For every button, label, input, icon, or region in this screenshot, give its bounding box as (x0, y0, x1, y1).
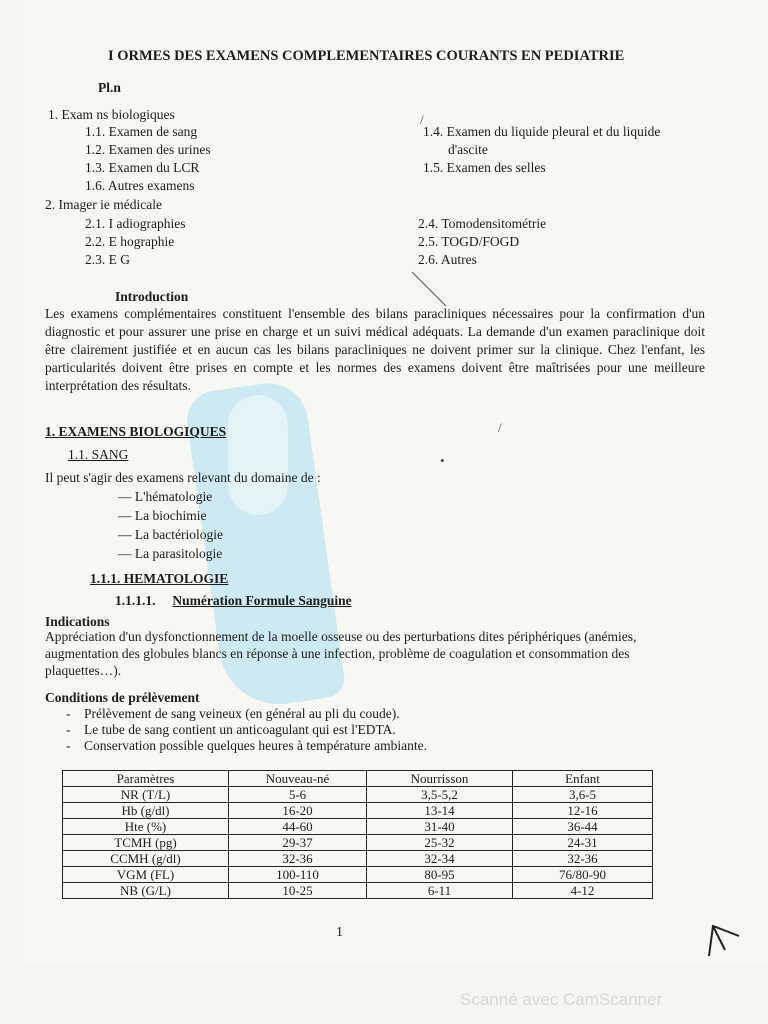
plan-label: Pl.n (98, 80, 121, 95)
plan-item: 1.4. Examen du liquide pleural et du liquide (423, 124, 661, 139)
table-cell: 32-36 (513, 851, 653, 867)
table-row (63, 819, 653, 835)
plan-item: 2.3. E G (85, 252, 130, 267)
table-row (63, 835, 653, 851)
table-cell: Hte (%) (63, 819, 229, 835)
domain-item: — L'hématologie (118, 489, 213, 504)
pen-mark: • (440, 453, 445, 468)
plan-item: 1.2. Examen des urines (85, 142, 211, 157)
intro-paragraph: Les examens complémentaires constituent l'ensemble des bilans paracliniques nécessaires pour la confirmation d'un diagnostic et pour assurer une prise en charge et un suivi médical adéquats. La demande d'un examen paraclinique doit être clairement justifiée et en aucun cas les bilans paracliniques ne doivent primer sur la clinique. Chez l'enfant, les particularités doivent être prises en compte et les normes des examens doivent être maîtrisées pour une meilleure interprétation des résultats. (45, 306, 705, 393)
table-row (63, 787, 653, 803)
table-cell: 4-12 (513, 883, 653, 899)
table-cell: CCMH (g/dl) (63, 851, 229, 867)
plan-item: 1.3. Examen du LCR (85, 160, 200, 175)
domain-item: — La bactériologie (118, 527, 223, 542)
table-cell: NR (T/L) (63, 787, 229, 803)
table-cell: 36-44 (513, 819, 653, 835)
domain-item: — La parasitologie (118, 546, 223, 561)
plan-item-cont: d'ascite (448, 142, 488, 157)
table-cell: 24-31 (513, 835, 653, 851)
table-cell: 76/80-90 (513, 867, 653, 883)
page-corner-mark (705, 920, 745, 960)
ink-stain-light (228, 395, 288, 515)
table-cell: 3,6-5 (513, 787, 653, 803)
table-cell: 32-36 (229, 851, 367, 867)
section-heading-text: 1. EXAMENS BIOLOGIQUES (45, 424, 227, 439)
table-cell: 31-40 (367, 819, 513, 835)
table-cell: 5-6 (229, 787, 367, 803)
plan-item: 2.1. I adiographies (85, 216, 186, 231)
table-header: Paramètres (63, 771, 229, 787)
condition-item: - Conservation possible quelques heures à température ambiante. (66, 738, 428, 753)
domain-item: — La biochimie (118, 508, 207, 523)
table-row (63, 883, 653, 899)
plan-section-1: 1. Exam ns biologiques (48, 107, 175, 122)
intro-heading: Introduction (115, 289, 189, 304)
camscanner-watermark: Scanné avec CamScanner (460, 990, 663, 1009)
table-header: Nourrisson (367, 771, 513, 787)
table-cell: NB (G/L) (63, 883, 229, 899)
plan-item: 2.2. E hographie (85, 234, 175, 249)
pen-mark: / (420, 112, 424, 127)
nfs-norms-table (62, 770, 653, 899)
table-cell: 10-25 (229, 883, 367, 899)
conditions-label: Conditions de prélèvement (45, 690, 200, 705)
table-cell: 12-16 (513, 803, 653, 819)
plan-item: 2.5. TOGD/FOGD (418, 234, 520, 249)
plan-item: 1.1. Examen de sang (85, 124, 198, 139)
table-cell: 29-37 (229, 835, 367, 851)
table-cell: VGM (FL) (63, 867, 229, 883)
indications-label: Indications (45, 614, 110, 629)
plan-item: 2.4. Tomodensitométrie (418, 216, 547, 231)
pen-mark: / (498, 420, 502, 435)
table-cell: 25-32 (367, 835, 513, 851)
table-cell: 100-110 (229, 867, 367, 883)
table-cell: 32-34 (367, 851, 513, 867)
table-cell: 44-60 (229, 819, 367, 835)
subsubsection-heading (90, 571, 228, 587)
plan-item: 1.5. Examen des selles (423, 160, 546, 175)
table-cell: 80-95 (367, 867, 513, 883)
table-row (63, 803, 653, 819)
condition-item: - Prélèvement de sang veineux (en général au pli du coude). (66, 706, 400, 721)
indications-text: Appréciation d'un dysfonctionnement de la moelle osseuse ou des perturbations dites périphériques (anémies, augmentation des globules blancs en réponse à une infection, problème de coagulation et consommation des plaquettes…). (45, 629, 637, 678)
table-header: Nouveau-né (229, 771, 367, 787)
table-row (63, 851, 653, 867)
section-heading (45, 424, 226, 440)
subsection-heading (68, 447, 128, 463)
table-cell: 6-11 (367, 883, 513, 899)
pen-stroke (410, 270, 450, 310)
condition-item: - Le tube de sang contient un anticoagulant qui est l'EDTA. (66, 722, 396, 737)
subsubsection-heading-text: 1.1.1. HEMATOLOGIE (90, 571, 229, 586)
domains-lead: Il peut s'agir des examens relevant du domaine de : (45, 470, 321, 485)
plan-item: 2.6. Autres (418, 252, 477, 267)
subsection-heading-text: 1.1. SANG (68, 447, 129, 462)
page-number: 1 (336, 925, 343, 940)
table-cell: TCMH (pg) (63, 835, 229, 851)
table-cell: 16-20 (229, 803, 367, 819)
table-cell: 13-14 (367, 803, 513, 819)
table-header-row (63, 771, 653, 787)
plan-section-2: 2. Imager ie médicale (45, 197, 162, 212)
table-cell: 3,5-5,2 (367, 787, 513, 803)
table-cell: Hb (g/dl) (63, 803, 229, 819)
plan-item: 1.6. Autres examens (85, 178, 195, 193)
document-title: I ORMES DES EXAMENS COMPLEMENTAIRES COURANTS EN PEDIATRIE (108, 48, 625, 64)
table-row (63, 867, 653, 883)
table-header: Enfant (513, 771, 653, 787)
nfs-heading: 1.1.1.1. Numération Formule Sanguine (115, 593, 352, 608)
